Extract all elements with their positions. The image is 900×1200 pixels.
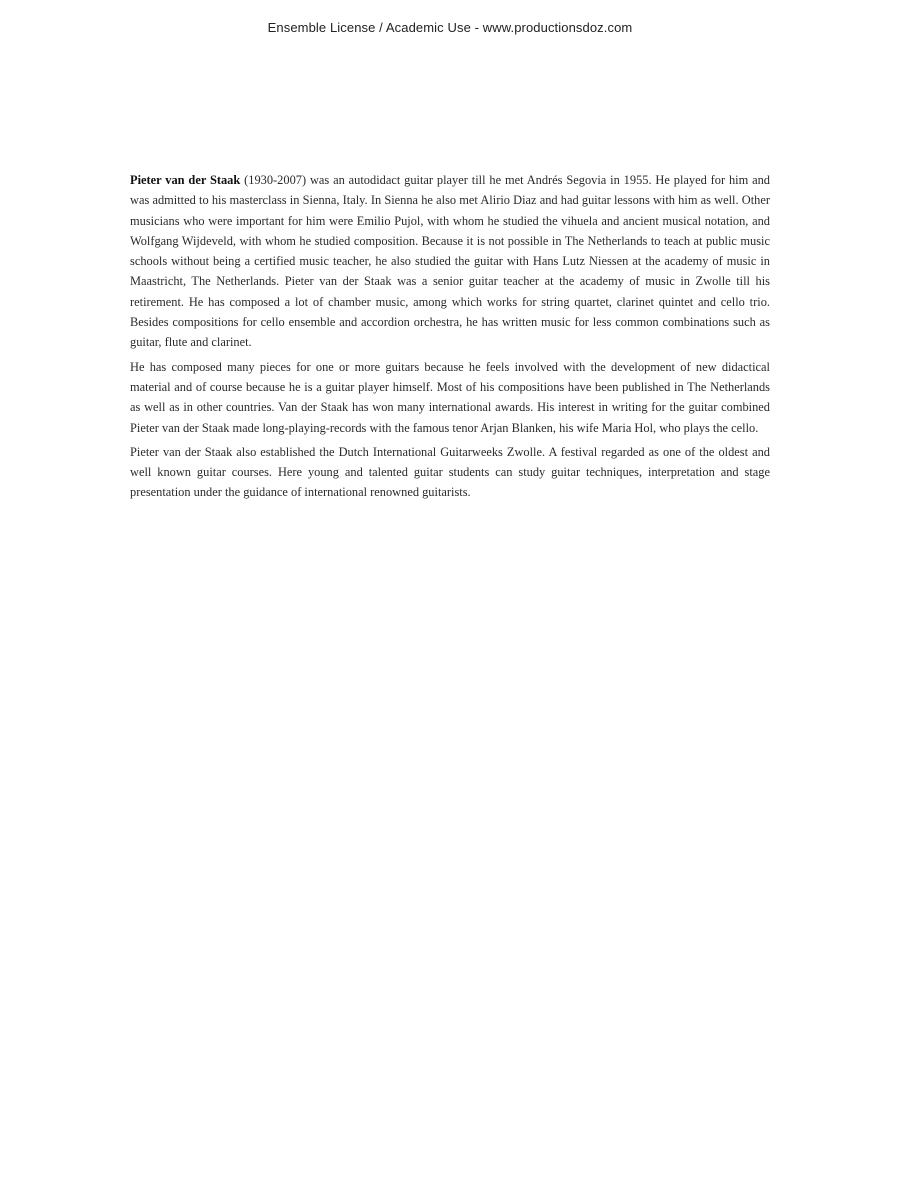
biography-paragraph-3: Pieter van der Staak also established the Dutch International Guitarweeks Zwolle. A festival regarded as one of the oldest and well known guitar courses. Here young and talented guitar students can study guitar techniques, interpretation and stage presentation under the guidance of international renowned guitarists. [130,444,770,500]
biography-paragraph-1-text: (1930-2007) was an autodidact guitar player till he met Andrés Segovia in 1955. He played for him and was admitted to his masterclass in Sienna, Italy. In Sienna he also met Alirio Diaz and had guitar lessons with him as well. Other musicians who were important for him were Emilio Pujol, with whom he studied the vihuela and ancient musical notation, and Wolfgang Wijdeveld, with whom he studied composition. Because it is not possible in The Netherlands to teach at public music schools without being a certified music teacher, he also studied the guitar with Hans Lutz Niessen at the academy of music in Maastricht, The Netherlands. Pieter van der Staak was a senior guitar teacher at the academy of music in Zwolle till his retirement. He has composed a lot of chamber music, among which works for string quartet, clarinet quintet and cello trio. Besides compositions for cello ensemble and accordion orchestra, he has written music for less common combinations such as guitar, flute and clarinet. [130,173,770,350]
biography-section [130,170,770,507]
license-header: Ensemble License / Academic Use - www.productionsdoz.com [267,20,633,35]
biography-paragraph-2: He has composed many pieces for one or more guitars because he feels involved with the development of new didactical material and of course because he is a guitar player himself. Most of his compositions have been published in The Netherlands as well as in other countries. Van der Staak has won many international awards. His interest in writing for the guitar combined Pieter van der Staak made long-playing-records with the famous tenor Arjan Blanken, his wife Maria Hol, who plays the cello. [130,359,770,435]
biography-paragraph-1 [130,170,770,353]
composer-name: Pieter van der Staak [130,173,241,187]
